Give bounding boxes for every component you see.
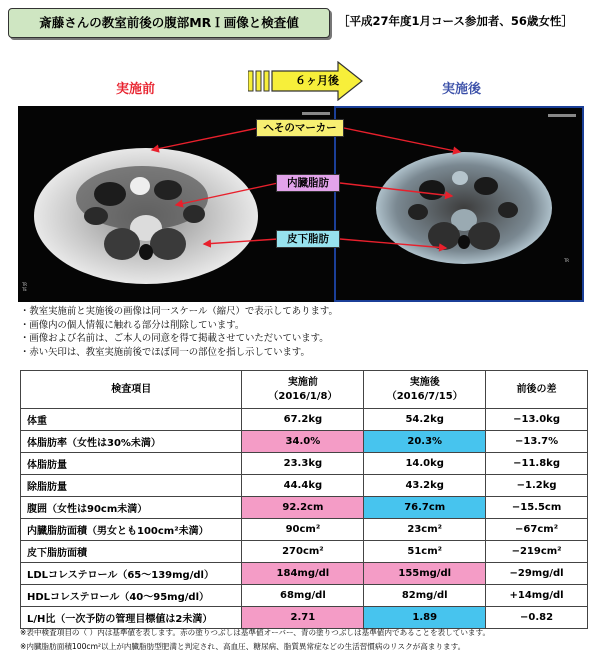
row-diff-cell: −13.7% [486,431,588,453]
table-row [21,585,588,607]
header-after-label: 実施後 [409,376,440,388]
header-after [364,371,486,409]
row-after-cell: 1.89 [364,607,486,629]
row-after-cell: 20.3% [364,431,486,453]
row-before-cell: 2.71 [242,607,364,629]
row-item-cell: 体脂肪量 [21,453,242,475]
row-diff-cell: −1.2kg [486,475,588,497]
table-row [21,431,588,453]
row-before-cell: 184mg/dl [242,563,364,585]
row-before-cell: 90cm² [242,519,364,541]
table-row [21,541,588,563]
period-arrow [248,61,364,101]
row-before-cell: 34.0% [242,431,364,453]
note-line: ・画像および名前は、ご本人の同意を得て掲載させていただいています。 [20,333,329,344]
before-label: 実施前 [116,82,156,97]
row-before-cell: 270cm² [242,541,364,563]
page-title: 斎藤さんの教室前後の腹部MRＩ画像と検査値 [8,8,330,38]
row-after-cell: 14.0kg [364,453,486,475]
table-row [21,519,588,541]
note-line: ・教室実施前と実施後の画像は同一スケール（縮尺）で表示してあります。 [20,306,338,317]
row-item-cell: LDLコレステロール（65～139mg/dl） [21,563,242,585]
results-table [20,370,588,629]
row-diff-cell: −11.8kg [486,453,588,475]
header-item: 検査項目 [21,371,242,409]
row-after-cell: 51cm² [364,541,486,563]
page-subtitle: ［平成27年度1月コース参加者、56歳女性］ [338,14,573,28]
row-diff-cell: −29mg/dl [486,563,588,585]
table-row [21,563,588,585]
row-item-cell: 除脂肪量 [21,475,242,497]
note-line: ・赤い矢印は、教室実施前後でほぼ同一の部位を指し示しています。 [20,346,310,358]
row-before-cell: 92.2cm [242,497,364,519]
row-diff-cell: −15.5cm [486,497,588,519]
row-before-cell: 23.3kg [242,453,364,475]
row-after-cell: 76.7cm [364,497,486,519]
row-diff-cell: +14mg/dl [486,585,588,607]
header-before-date: （2016/1/8） [268,390,338,402]
row-after-cell: 82mg/dl [364,585,486,607]
table-header-row [21,371,588,409]
after-label: 実施後 [442,82,482,97]
header-after-date: （2016/7/15） [386,390,463,402]
period-label: ６ヶ月後 [295,74,339,87]
table-row [21,475,588,497]
mri-after-meta: TR [564,258,569,263]
row-after-cell: 43.2kg [364,475,486,497]
header-before-label: 実施前 [287,376,318,388]
row-diff-cell: −13.0kg [486,409,588,431]
row-item-cell: 体重 [21,409,242,431]
image-notes [20,305,338,359]
row-item-cell: 体脂肪率（女性は30%未満） [21,431,242,453]
row-diff-cell: −0.82 [486,607,588,629]
table-row [21,409,588,431]
row-after-cell: 23cm² [364,519,486,541]
navel-marker-callout: へそのマーカー [256,119,344,137]
footnote-1: ※表中検査項目の（ ）内は基準値を表します。赤の塗りつぶしは基準値オーバー、青の塗りつぶしは基準値内であることを表しています。 [20,628,491,637]
row-diff-cell: −67cm² [486,519,588,541]
table-row [21,497,588,519]
row-diff-cell: −219cm² [486,541,588,563]
header-before [242,371,364,409]
visceral-fat-callout: 内臓脂肪 [276,174,340,192]
note-line: ・画像内の個人情報に触れる部分は削除しています。 [20,319,245,331]
row-after-cell: 54.2kg [364,409,486,431]
row-after-cell: 155mg/dl [364,563,486,585]
table-row [21,607,588,629]
footnote-2: ※内臓脂肪面積100cm²以上が内臓脂肪型肥満と判定され、高血圧、糖尿病、脂質異常症などの生活習慣病のリスクが高まります。 [20,642,466,651]
mri-after-image [334,106,584,302]
row-item-cell: HDLコレステロール（40～95mg/dl） [21,585,242,607]
row-item-cell: 内臓脂肪面積（男女とも100cm²未満） [21,519,242,541]
row-before-cell: 44.4kg [242,475,364,497]
row-item-cell: L/H比（一次予防の管理目標値は2未満） [21,607,242,629]
row-item-cell: 腹囲（女性は90cm未満） [21,497,242,519]
subcutaneous-fat-callout: 皮下脂肪 [276,230,340,248]
row-before-cell: 68mg/dl [242,585,364,607]
table-row [21,453,588,475]
header-diff: 前後の差 [486,371,588,409]
mri-before-meta: TR TE [22,282,27,292]
row-before-cell: 67.2kg [242,409,364,431]
row-item-cell: 皮下脂肪面積 [21,541,242,563]
